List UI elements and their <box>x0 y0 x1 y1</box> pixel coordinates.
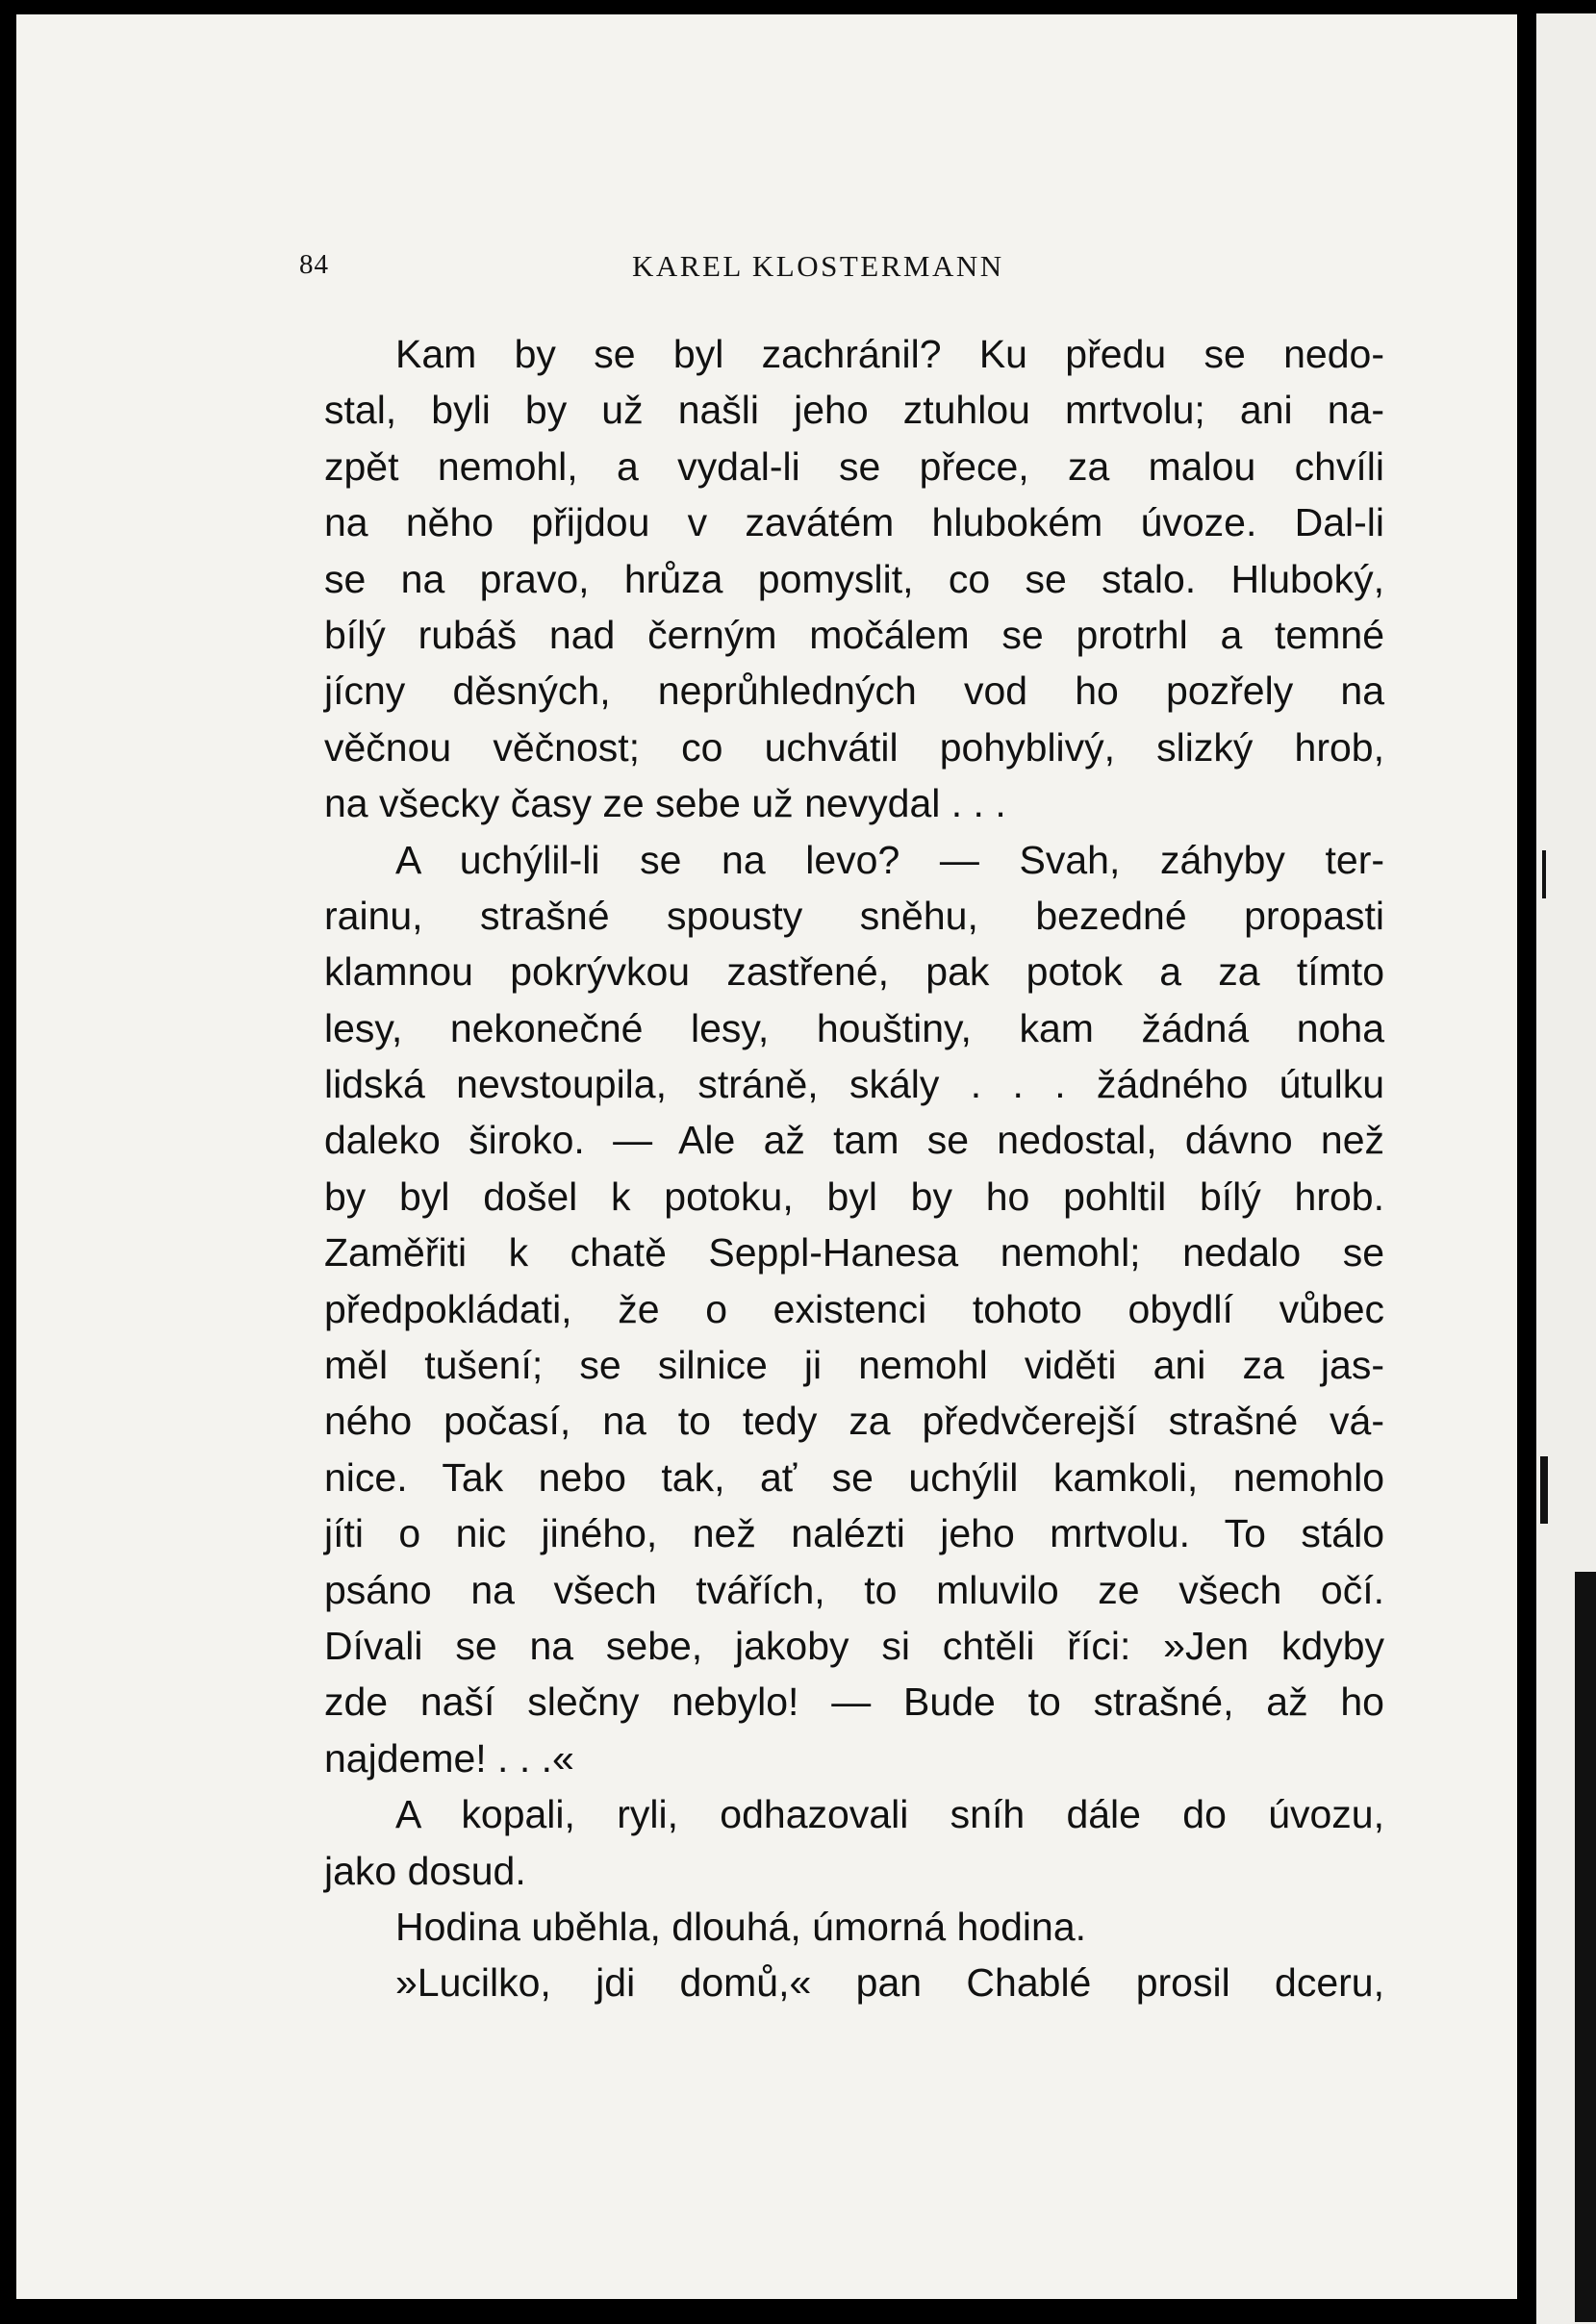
text-line: měl tušení; se silnice ji nemohl viděti ani za jas- <box>324 1343 1384 1388</box>
page-header <box>16 249 1517 288</box>
text-line: Hodina uběhla, dlouhá, úmorná hodina. <box>395 1904 1087 1949</box>
text-line: bílý rubáš nad černým močálem se protrhl a temné <box>324 612 1384 657</box>
text-line: jícny děsných, neprůhledných vod ho pozřely na <box>324 669 1384 714</box>
text-line: zpět nemohl, a vydal-li se přece, za malou chvíli <box>324 443 1384 489</box>
running-title: KAREL KLOSTERMANN <box>632 249 1004 283</box>
text-line: rainu, strašné spousty sněhu, bezedné propasti <box>324 893 1384 938</box>
body-text <box>324 326 1384 2011</box>
text-line: A kopali, ryli, odhazovali sníh dále do úvozu, <box>395 1792 1384 1837</box>
text-line: A uchýlil-li se na levo? — Svah, záhyby ter- <box>395 837 1384 882</box>
text-line: na všecky časy ze sebe už nevydal . . . <box>324 781 1006 826</box>
text-line: »Lucilko, jdi domů,« pan Chablé prosil dceru, <box>395 1960 1384 2006</box>
edge-mark <box>1575 1572 1596 2322</box>
edge-mark <box>1542 850 1546 898</box>
text-line: se na pravo, hrůza pomyslit, co se stalo. Hluboký, <box>324 556 1384 601</box>
text-line: lidská nevstoupila, stráně, skály . . . žádného útulku <box>324 1062 1384 1107</box>
text-line: nice. Tak nebo tak, ať se uchýlil kamkoli, nemohlo <box>324 1454 1384 1500</box>
text-line: by byl došel k potoku, byl by ho pohltil bílý hrob. <box>324 1174 1384 1219</box>
text-line: na něho přijdou v zavátém hlubokém úvoze. Dal-li <box>324 500 1384 545</box>
text-line: klamnou pokrývkou zastřené, pak potok a za tímto <box>324 949 1384 995</box>
text-line: lesy, nekonečné lesy, houštiny, kam žádná noha <box>324 1005 1384 1050</box>
text-line: jako dosud. <box>324 1848 526 1893</box>
text-line: předpokládati, že o existenci tohoto obydlí vůbec <box>324 1286 1384 1331</box>
text-line: stal, byli by už našli jeho ztuhlou mrtvolu; ani na- <box>324 388 1384 433</box>
text-line: daleko široko. — Ale až tam se nedostal, dávno než <box>324 1118 1384 1163</box>
text-line: ného počasí, na to tedy za předvčerejší strašné vá- <box>324 1399 1384 1444</box>
adjacent-page-edge <box>1536 13 1596 2324</box>
text-line: Dívali se na sebe, jakoby si chtěli říci: »Jen kdyby <box>324 1623 1384 1668</box>
page-number: 84 <box>299 249 329 280</box>
text-line: najdeme! . . .« <box>324 1735 574 1781</box>
text-line: jíti o nic jiného, než nalézti jeho mrtvolu. To stálo <box>324 1511 1384 1556</box>
text-line: Zaměřiti k chatě Seppl-Hanesa nemohl; nedalo se <box>324 1230 1384 1276</box>
text-line: Kam by se byl zachránil? Ku předu se nedo- <box>395 332 1384 376</box>
book-page <box>16 14 1517 2299</box>
edge-mark <box>1540 1456 1548 1524</box>
text-line: psáno na všech tvářích, to mluvilo ze všech očí. <box>324 1567 1384 1612</box>
text-line: zde naší slečny nebylo! — Bude to strašné, až ho <box>324 1680 1384 1725</box>
text-line: věčnou věčnost; co uchvátil pohyblivý, slizký hrob, <box>324 724 1384 770</box>
